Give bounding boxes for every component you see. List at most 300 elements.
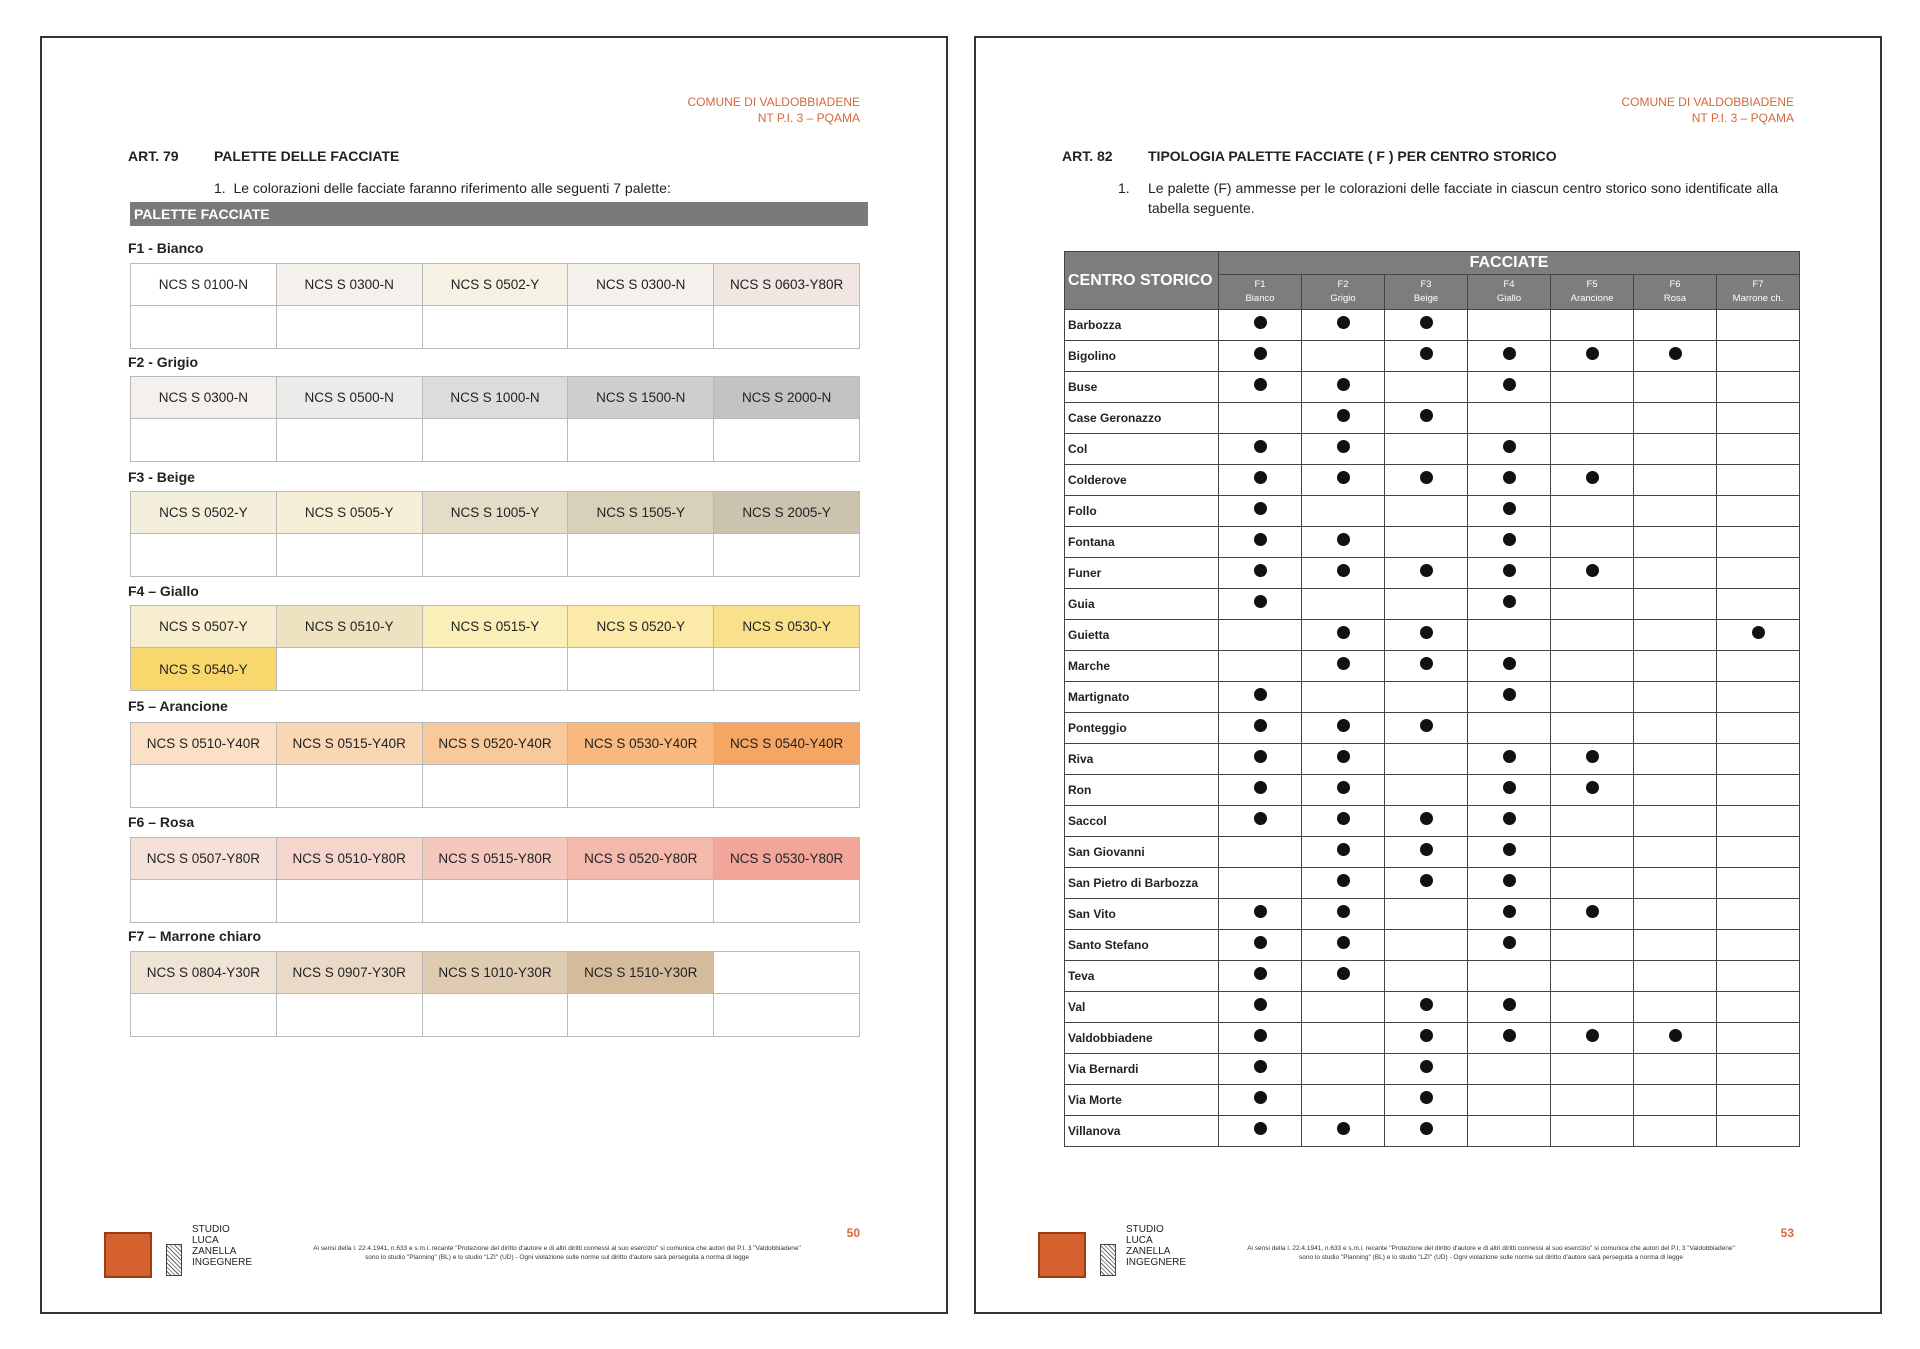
table-cell	[1468, 713, 1551, 744]
bullet-dot-icon	[1420, 347, 1433, 360]
table-cell	[1385, 589, 1468, 620]
color-swatch: NCS S 1505-Y	[568, 492, 714, 534]
table-row	[1065, 713, 1800, 744]
table-cell	[1302, 837, 1385, 868]
palette-table	[130, 491, 860, 577]
table-row	[1065, 775, 1800, 806]
intro-paragraph	[214, 178, 874, 198]
table-row	[1065, 620, 1800, 651]
table-cell	[1385, 682, 1468, 713]
table-cell	[1634, 837, 1717, 868]
color-swatch	[422, 648, 568, 691]
table-cell	[1385, 465, 1468, 496]
bullet-dot-icon	[1337, 781, 1350, 794]
table-cell	[1219, 372, 1302, 403]
table-cell	[1551, 310, 1634, 341]
table-cell	[1302, 930, 1385, 961]
table-cell	[1551, 930, 1634, 961]
table-cell	[1717, 868, 1800, 899]
centro-storico-name: Valdobbiadene	[1065, 1023, 1219, 1054]
table-cell	[1468, 744, 1551, 775]
bullet-dot-icon	[1337, 905, 1350, 918]
bullet-dot-icon	[1503, 595, 1516, 608]
palette-row	[131, 419, 860, 462]
table-cell	[1219, 744, 1302, 775]
color-swatch: NCS S 0300-N	[568, 264, 714, 306]
table-cell	[1385, 930, 1468, 961]
table-cell	[1302, 775, 1385, 806]
bullet-dot-icon	[1420, 1122, 1433, 1135]
table-row	[1065, 899, 1800, 930]
table-cell	[1385, 527, 1468, 558]
color-swatch: NCS S 2005-Y	[714, 492, 860, 534]
palette-row	[131, 765, 860, 808]
table-cell	[1385, 620, 1468, 651]
table-cell	[1468, 992, 1551, 1023]
table-cell	[1634, 341, 1717, 372]
centro-storico-name: San Pietro di Barbozza	[1065, 868, 1219, 899]
centro-storico-name: Via Morte	[1065, 1085, 1219, 1116]
color-swatch	[714, 534, 860, 577]
table-cell	[1717, 713, 1800, 744]
table-cell	[1468, 868, 1551, 899]
table-cell	[1551, 837, 1634, 868]
color-swatch	[568, 994, 714, 1037]
palette-table	[130, 837, 860, 923]
bullet-dot-icon	[1254, 781, 1267, 794]
table-cell	[1468, 496, 1551, 527]
bullet-dot-icon	[1337, 440, 1350, 453]
bullet-dot-icon	[1420, 843, 1433, 856]
color-swatch	[276, 534, 422, 577]
table-cell	[1385, 310, 1468, 341]
color-swatch	[568, 306, 714, 349]
color-swatch	[131, 419, 277, 462]
table-body	[1065, 310, 1800, 1147]
table-cell	[1385, 899, 1468, 930]
table-cell	[1302, 434, 1385, 465]
table-cell	[1219, 837, 1302, 868]
bullet-dot-icon	[1586, 471, 1599, 484]
bullet-dot-icon	[1337, 750, 1350, 763]
table-row	[1065, 992, 1800, 1023]
table-cell	[1302, 403, 1385, 434]
palette-table	[130, 951, 860, 1037]
table-cell	[1468, 806, 1551, 837]
color-swatch: NCS S 0502-Y	[422, 264, 568, 306]
bullet-dot-icon	[1503, 1029, 1516, 1042]
color-swatch	[131, 994, 277, 1037]
page-header	[1622, 94, 1794, 126]
table-cell	[1219, 310, 1302, 341]
bullet-dot-icon	[1254, 316, 1267, 329]
table-cell	[1302, 558, 1385, 589]
table-cell	[1717, 992, 1800, 1023]
table-row	[1065, 744, 1800, 775]
table-cell	[1717, 744, 1800, 775]
bullet-dot-icon	[1254, 719, 1267, 732]
table-cell	[1634, 806, 1717, 837]
article-number: ART. 79	[128, 148, 179, 164]
table-cell	[1634, 465, 1717, 496]
bullet-dot-icon	[1503, 874, 1516, 887]
table-cell	[1219, 775, 1302, 806]
bullet-dot-icon	[1337, 812, 1350, 825]
article-heading	[128, 148, 399, 164]
palette-title: F2 - Grigio	[128, 354, 198, 370]
table-cell	[1219, 1023, 1302, 1054]
centro-storico-name: Guia	[1065, 589, 1219, 620]
bullet-dot-icon	[1420, 409, 1433, 422]
bullet-dot-icon	[1254, 440, 1267, 453]
bullet-dot-icon	[1337, 564, 1350, 577]
table-cell	[1385, 434, 1468, 465]
color-swatch: NCS S 0530-Y	[714, 606, 860, 648]
table-cell	[1468, 589, 1551, 620]
color-swatch: NCS S 0502-Y	[131, 492, 277, 534]
table-cell	[1634, 1116, 1717, 1147]
table-cell	[1385, 713, 1468, 744]
bullet-dot-icon	[1254, 967, 1267, 980]
color-swatch	[422, 306, 568, 349]
palette-row	[131, 838, 860, 880]
centro-storico-name: Marche	[1065, 651, 1219, 682]
color-swatch	[422, 419, 568, 462]
table-cell	[1385, 775, 1468, 806]
color-swatch: NCS S 0804-Y30R	[131, 952, 277, 994]
centro-storico-name: Martignato	[1065, 682, 1219, 713]
table-cell	[1468, 682, 1551, 713]
table-cell	[1468, 837, 1551, 868]
bullet-dot-icon	[1420, 626, 1433, 639]
table-cell	[1219, 868, 1302, 899]
color-swatch: NCS S 0300-N	[131, 377, 277, 419]
palette-row	[131, 723, 860, 765]
bullet-dot-icon	[1669, 1029, 1682, 1042]
bullet-dot-icon	[1752, 626, 1765, 639]
bullet-dot-icon	[1503, 750, 1516, 763]
table-cell	[1302, 992, 1385, 1023]
table-cell	[1219, 961, 1302, 992]
table-cell	[1551, 899, 1634, 930]
table-row	[1065, 868, 1800, 899]
table-cell	[1302, 310, 1385, 341]
bullet-dot-icon	[1254, 1091, 1267, 1104]
bullet-dot-icon	[1503, 502, 1516, 515]
table-cell	[1551, 1023, 1634, 1054]
table-cell	[1219, 682, 1302, 713]
table-cell	[1219, 1054, 1302, 1085]
lzi-logo-icon	[1100, 1244, 1116, 1276]
table-cell	[1634, 682, 1717, 713]
table-cell	[1717, 899, 1800, 930]
bullet-dot-icon	[1669, 347, 1682, 360]
centro-storico-name: Fontana	[1065, 527, 1219, 558]
color-swatch	[276, 306, 422, 349]
table-cell	[1219, 434, 1302, 465]
bullet-dot-icon	[1503, 936, 1516, 949]
bullet-dot-icon	[1254, 688, 1267, 701]
column-header-f1: F1 Bianco	[1219, 275, 1302, 310]
table-cell	[1634, 713, 1717, 744]
centro-storico-name: Follo	[1065, 496, 1219, 527]
table-cell	[1551, 744, 1634, 775]
page-right	[974, 36, 1882, 1314]
table-cell	[1551, 682, 1634, 713]
table-cell	[1634, 372, 1717, 403]
bullet-dot-icon	[1337, 843, 1350, 856]
bullet-dot-icon	[1586, 905, 1599, 918]
palette-title: F6 – Rosa	[128, 814, 195, 830]
logo-text: STUDIO LUCA ZANELLA INGEGNERE	[192, 1224, 253, 1268]
table-row	[1065, 527, 1800, 558]
table-cell	[1385, 558, 1468, 589]
table-cell	[1551, 1085, 1634, 1116]
bullet-dot-icon	[1586, 750, 1599, 763]
color-swatch: NCS S 1500-N	[568, 377, 714, 419]
table-cell	[1219, 992, 1302, 1023]
palette-title: F1 - Bianco	[128, 240, 204, 256]
palette-row	[131, 606, 860, 648]
table-row	[1065, 403, 1800, 434]
table-cell	[1385, 961, 1468, 992]
table-cell	[1551, 465, 1634, 496]
bullet-dot-icon	[1503, 440, 1516, 453]
table-cell	[1302, 1085, 1385, 1116]
bullet-dot-icon	[1503, 533, 1516, 546]
table-cell	[1302, 806, 1385, 837]
table-cell	[1634, 1085, 1717, 1116]
palette-row	[131, 264, 860, 306]
bullet-dot-icon	[1337, 533, 1350, 546]
copyright-footnote: Ai sensi della l. 22.4.1941, n.633 e s.m.i. recante "Protezione del diritto d'autore e di altri diritti connessi al suo esercizio" si comunica che autori del P.I. 3 "Valdobbiadene" sono lo studio "Planning" (BL) e lo studio "LZI" (UD) - Ogni violazione sulle norme sul diritto d'autore sarà perseguita a norma di legge	[1247, 1245, 1735, 1261]
bullet-dot-icon	[1503, 812, 1516, 825]
centro-storico-table	[1064, 251, 1800, 1147]
table-cell	[1634, 310, 1717, 341]
table-row	[1065, 1054, 1800, 1085]
color-swatch	[422, 534, 568, 577]
table-row	[1065, 1085, 1800, 1116]
table-cell	[1302, 1054, 1385, 1085]
color-swatch: NCS S 0603-Y80R	[714, 264, 860, 306]
table-cell	[1468, 341, 1551, 372]
table-cell	[1302, 868, 1385, 899]
color-swatch	[568, 534, 714, 577]
centro-storico-name: Barbozza	[1065, 310, 1219, 341]
bullet-dot-icon	[1586, 347, 1599, 360]
color-swatch	[422, 765, 568, 808]
table-cell	[1551, 868, 1634, 899]
column-header-f5: F5 Arancione	[1551, 275, 1634, 310]
table-cell	[1717, 310, 1800, 341]
color-swatch	[714, 648, 860, 691]
color-swatch	[276, 419, 422, 462]
table-cell	[1717, 775, 1800, 806]
table-cell	[1219, 589, 1302, 620]
bullet-dot-icon	[1254, 905, 1267, 918]
color-swatch: NCS S 0540-Y	[131, 648, 277, 691]
table-cell	[1717, 527, 1800, 558]
centro-storico-name: Ponteggio	[1065, 713, 1219, 744]
color-swatch: NCS S 2000-N	[714, 377, 860, 419]
table-cell	[1717, 1054, 1800, 1085]
color-swatch: NCS S 1510-Y30R	[568, 952, 714, 994]
table-cell	[1634, 527, 1717, 558]
section-bar: PALETTE FACCIATE	[130, 202, 868, 226]
bullet-dot-icon	[1420, 471, 1433, 484]
centro-storico-name: Colderove	[1065, 465, 1219, 496]
color-swatch	[714, 419, 860, 462]
table-cell	[1551, 372, 1634, 403]
article-number: ART. 82	[1062, 148, 1113, 164]
color-swatch	[714, 952, 860, 994]
table-cell	[1219, 713, 1302, 744]
color-swatch	[714, 880, 860, 923]
table-cell	[1551, 992, 1634, 1023]
table-cell	[1302, 682, 1385, 713]
color-swatch	[276, 994, 422, 1037]
table-cell	[1717, 961, 1800, 992]
table-cell	[1717, 806, 1800, 837]
table-row	[1065, 651, 1800, 682]
color-swatch	[276, 648, 422, 691]
table-cell	[1302, 899, 1385, 930]
bullet-dot-icon	[1420, 719, 1433, 732]
table-cell	[1385, 496, 1468, 527]
column-header-f4: F4 Giallo	[1468, 275, 1551, 310]
table-cell	[1468, 775, 1551, 806]
table-cell	[1219, 651, 1302, 682]
bullet-dot-icon	[1586, 564, 1599, 577]
table-row	[1065, 930, 1800, 961]
color-swatch	[714, 306, 860, 349]
bullet-dot-icon	[1420, 874, 1433, 887]
table-cell	[1468, 1054, 1551, 1085]
table-cell	[1219, 465, 1302, 496]
table-row	[1065, 961, 1800, 992]
bullet-dot-icon	[1503, 688, 1516, 701]
table-row	[1065, 372, 1800, 403]
bullet-dot-icon	[1337, 316, 1350, 329]
color-swatch	[568, 765, 714, 808]
table-cell	[1302, 744, 1385, 775]
table-cell	[1634, 558, 1717, 589]
color-swatch: NCS S 0510-Y80R	[276, 838, 422, 880]
table-cell	[1385, 744, 1468, 775]
bullet-dot-icon	[1420, 1060, 1433, 1073]
table-row	[1065, 496, 1800, 527]
table-cell	[1385, 992, 1468, 1023]
bullet-dot-icon	[1503, 347, 1516, 360]
table-cell	[1468, 1116, 1551, 1147]
centro-storico-name: Funer	[1065, 558, 1219, 589]
table-cell	[1468, 558, 1551, 589]
bullet-dot-icon	[1503, 471, 1516, 484]
table-row	[1065, 341, 1800, 372]
table-cell	[1634, 403, 1717, 434]
table-cell	[1468, 527, 1551, 558]
bullet-dot-icon	[1503, 781, 1516, 794]
bullet-dot-icon	[1254, 564, 1267, 577]
table-cell	[1385, 1054, 1468, 1085]
table-row	[1065, 465, 1800, 496]
color-swatch: NCS S 0100-N	[131, 264, 277, 306]
table-row	[1065, 837, 1800, 868]
centro-storico-name: Riva	[1065, 744, 1219, 775]
palette-row	[131, 306, 860, 349]
table-cell	[1302, 341, 1385, 372]
table-cell	[1468, 899, 1551, 930]
header-facciate: FACCIATE	[1219, 252, 1800, 275]
table-cell	[1717, 620, 1800, 651]
table-cell	[1385, 1085, 1468, 1116]
table-cell	[1385, 837, 1468, 868]
intro-number: 1.	[214, 180, 226, 196]
color-swatch: NCS S 0520-Y80R	[568, 838, 714, 880]
planning-logo-icon	[104, 1232, 152, 1278]
bullet-dot-icon	[1420, 316, 1433, 329]
intro-text: Le colorazioni delle facciate faranno riferimento alle seguenti 7 palette:	[233, 180, 671, 196]
table-cell	[1717, 930, 1800, 961]
table-cell	[1551, 651, 1634, 682]
bullet-dot-icon	[1420, 812, 1433, 825]
table-cell	[1551, 713, 1634, 744]
color-swatch: NCS S 0520-Y40R	[422, 723, 568, 765]
table-cell	[1468, 310, 1551, 341]
color-swatch: NCS S 0510-Y	[276, 606, 422, 648]
bullet-dot-icon	[1503, 378, 1516, 391]
table-cell	[1717, 372, 1800, 403]
table-cell	[1219, 496, 1302, 527]
palette-row	[131, 648, 860, 691]
article-title: TIPOLOGIA PALETTE FACCIATE ( F ) PER CENTRO STORICO	[1148, 148, 1557, 164]
palette-title: F5 – Arancione	[128, 698, 228, 714]
table-cell	[1468, 961, 1551, 992]
bullet-dot-icon	[1254, 1122, 1267, 1135]
table-cell	[1468, 620, 1551, 651]
table-cell	[1634, 775, 1717, 806]
palette-row	[131, 880, 860, 923]
palette-row	[131, 994, 860, 1037]
table-cell	[1634, 496, 1717, 527]
bullet-dot-icon	[1254, 502, 1267, 515]
table-cell	[1468, 651, 1551, 682]
copyright-footnote: Ai sensi della l. 22.4.1941, n.633 e s.m.i. recante "Protezione del diritto d'autore e di altri diritti connessi al suo esercizio" si comunica che autori del P.I. 3 "Valdobbiadene" sono lo studio "Planning" (BL) e lo studio "LZI" (UD) - Ogni violazione sulle norme sul diritto d'autore sarà perseguita a norma di legge	[313, 1245, 801, 1261]
table-cell	[1302, 1023, 1385, 1054]
table-cell	[1717, 1085, 1800, 1116]
table-cell	[1468, 403, 1551, 434]
intro-text: Le palette (F) ammesse per le colorazioni delle facciate in ciascun centro storico sono identificate alla tabella seguente.	[1148, 180, 1778, 216]
bullet-dot-icon	[1503, 843, 1516, 856]
table-cell	[1717, 837, 1800, 868]
table-cell	[1302, 527, 1385, 558]
bullet-dot-icon	[1503, 564, 1516, 577]
footer-logo	[1038, 1224, 1188, 1280]
color-swatch	[422, 994, 568, 1037]
centro-storico-name: Val	[1065, 992, 1219, 1023]
bullet-dot-icon	[1254, 378, 1267, 391]
table-cell	[1385, 806, 1468, 837]
table-cell	[1302, 372, 1385, 403]
table-cell	[1385, 868, 1468, 899]
table-cell	[1634, 930, 1717, 961]
table-cell	[1634, 589, 1717, 620]
table-cell	[1219, 341, 1302, 372]
bullet-dot-icon	[1337, 657, 1350, 670]
color-swatch: NCS S 1010-Y30R	[422, 952, 568, 994]
centro-storico-name: San Giovanni	[1065, 837, 1219, 868]
table-cell	[1717, 651, 1800, 682]
